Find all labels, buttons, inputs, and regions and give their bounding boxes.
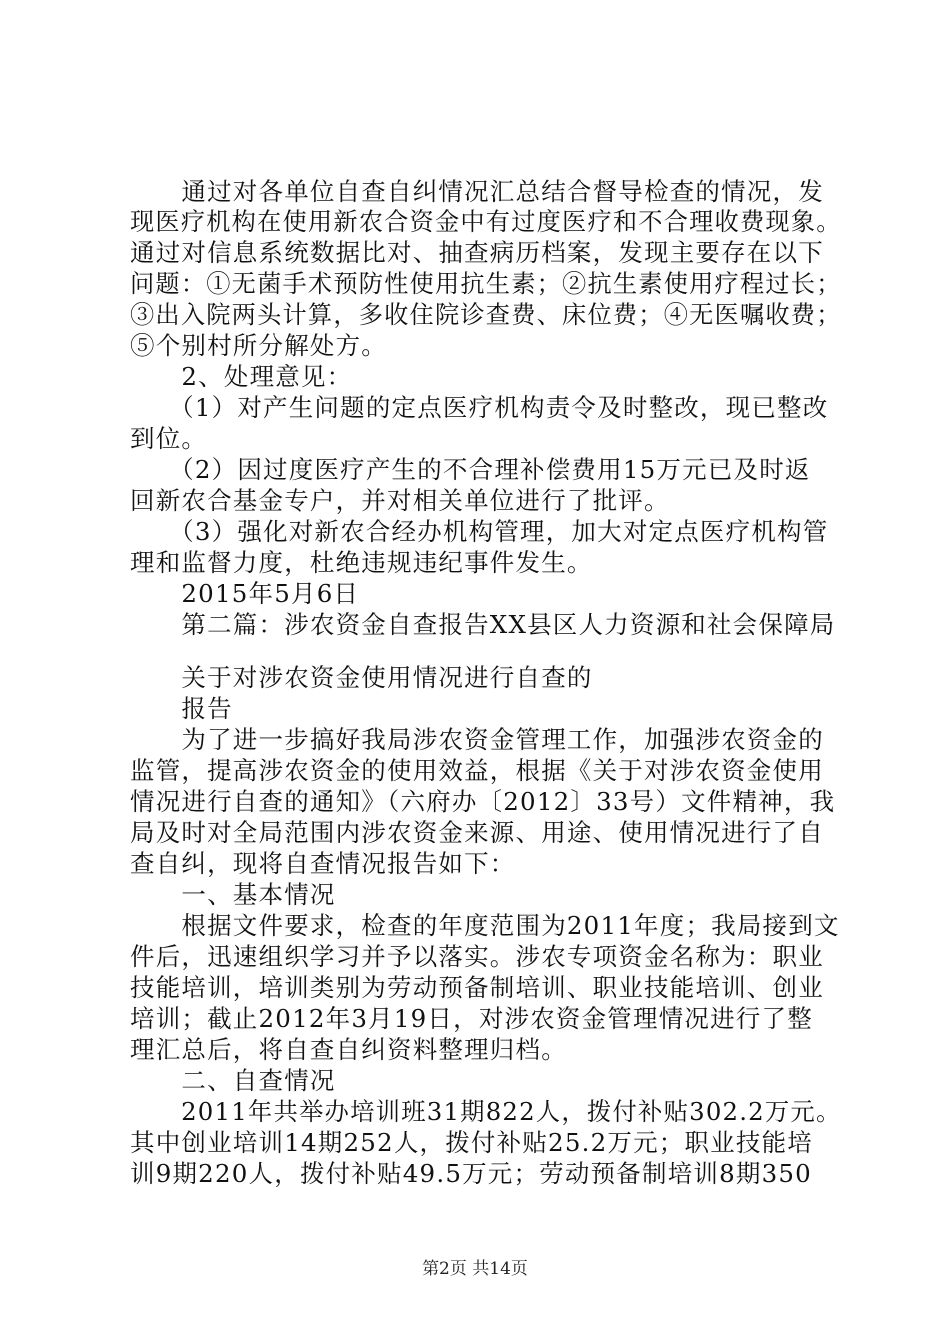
text-line: 技能培训，培训类别为劳动预备制培训、职业技能培训、创业 <box>130 973 824 1002</box>
text-line: （1）对产生问题的定点医疗机构责令及时整改，现已整改 <box>130 393 829 422</box>
text-line: 局及时对全局范围内涉农资金来源、用途、使用情况进行了自 <box>130 818 824 847</box>
text-line: 理汇总后，将自查自纠资料整理归档。 <box>130 1035 567 1064</box>
text-line: 理和监督力度，杜绝违规违纪事件发生。 <box>130 548 593 577</box>
page-number-footer: 第2页 共14页 <box>422 1259 528 1279</box>
text-line: （2）因过度医疗产生的不合理补偿费用15万元已及时返 <box>130 455 811 484</box>
text-line: 情况进行自查的通知》（六府办〔2012〕33号）文件精神，我 <box>130 787 836 816</box>
text-line: 培训；截止2012年3月19日，对涉农资金管理情况进行了整 <box>130 1004 813 1033</box>
text-line: 回新农合基金专户，并对相关单位进行了批评。 <box>130 486 670 515</box>
text-line: 报告 <box>130 694 233 723</box>
text-line: 现医疗机构在使用新农合资金中有过度医疗和不合理收费现象。 <box>130 207 842 236</box>
text-line: 其中创业培训14期252人，拨付补贴25.2万元；职业技能培 <box>130 1128 813 1157</box>
text-line: 查自纠，现将自查情况报告如下： <box>130 849 516 878</box>
text-line: 2015年5月6日 <box>130 579 360 608</box>
text-line: 2、处理意见： <box>130 362 353 391</box>
text-line: ⑤个别村所分解处方。 <box>130 331 387 360</box>
text-line: 一、基本情况 <box>130 880 336 909</box>
text-line: 根据文件要求，检查的年度范围为2011年度；我局接到文 <box>130 911 840 940</box>
text-line: ③出入院两头计算，多收住院诊查费、床位费；④无医嘱收费； <box>130 300 842 329</box>
text-line: 2011年共举办培训班31期822人，拨付补贴302.2万元。 <box>130 1097 842 1126</box>
text-line: 到位。 <box>130 424 208 453</box>
text-line: 通过对各单位自查自纠情况汇总结合督导检查的情况，发 <box>130 177 824 206</box>
text-line: （3）强化对新农合经办机构管理，加大对定点医疗机构管 <box>130 517 829 546</box>
text-line: 为了进一步搞好我局涉农资金管理工作，加强涉农资金的 <box>130 725 824 754</box>
text-line: 训9期220人，拨付补贴49.5万元；劳动预备制培训8期350 <box>130 1159 812 1188</box>
text-line: 关于对涉农资金使用情况进行自查的 <box>130 663 593 692</box>
text-line: 通过对信息系统数据比对、抽查病历档案，发现主要存在以下 <box>130 238 824 267</box>
text-line: 监管，提高涉农资金的使用效益，根据《关于对涉农资金使用 <box>130 756 824 785</box>
text-line: 二、自查情况 <box>130 1066 336 1095</box>
text-line: 问题：①无菌手术预防性使用抗生素；②抗生素使用疗程过长； <box>130 269 842 298</box>
text-line: 第二篇：涉农资金自查报告XX县区人力资源和社会保障局 <box>130 610 836 639</box>
text-line: 件后，迅速组织学习并予以落实。涉农专项资金名称为：职业 <box>130 942 824 971</box>
